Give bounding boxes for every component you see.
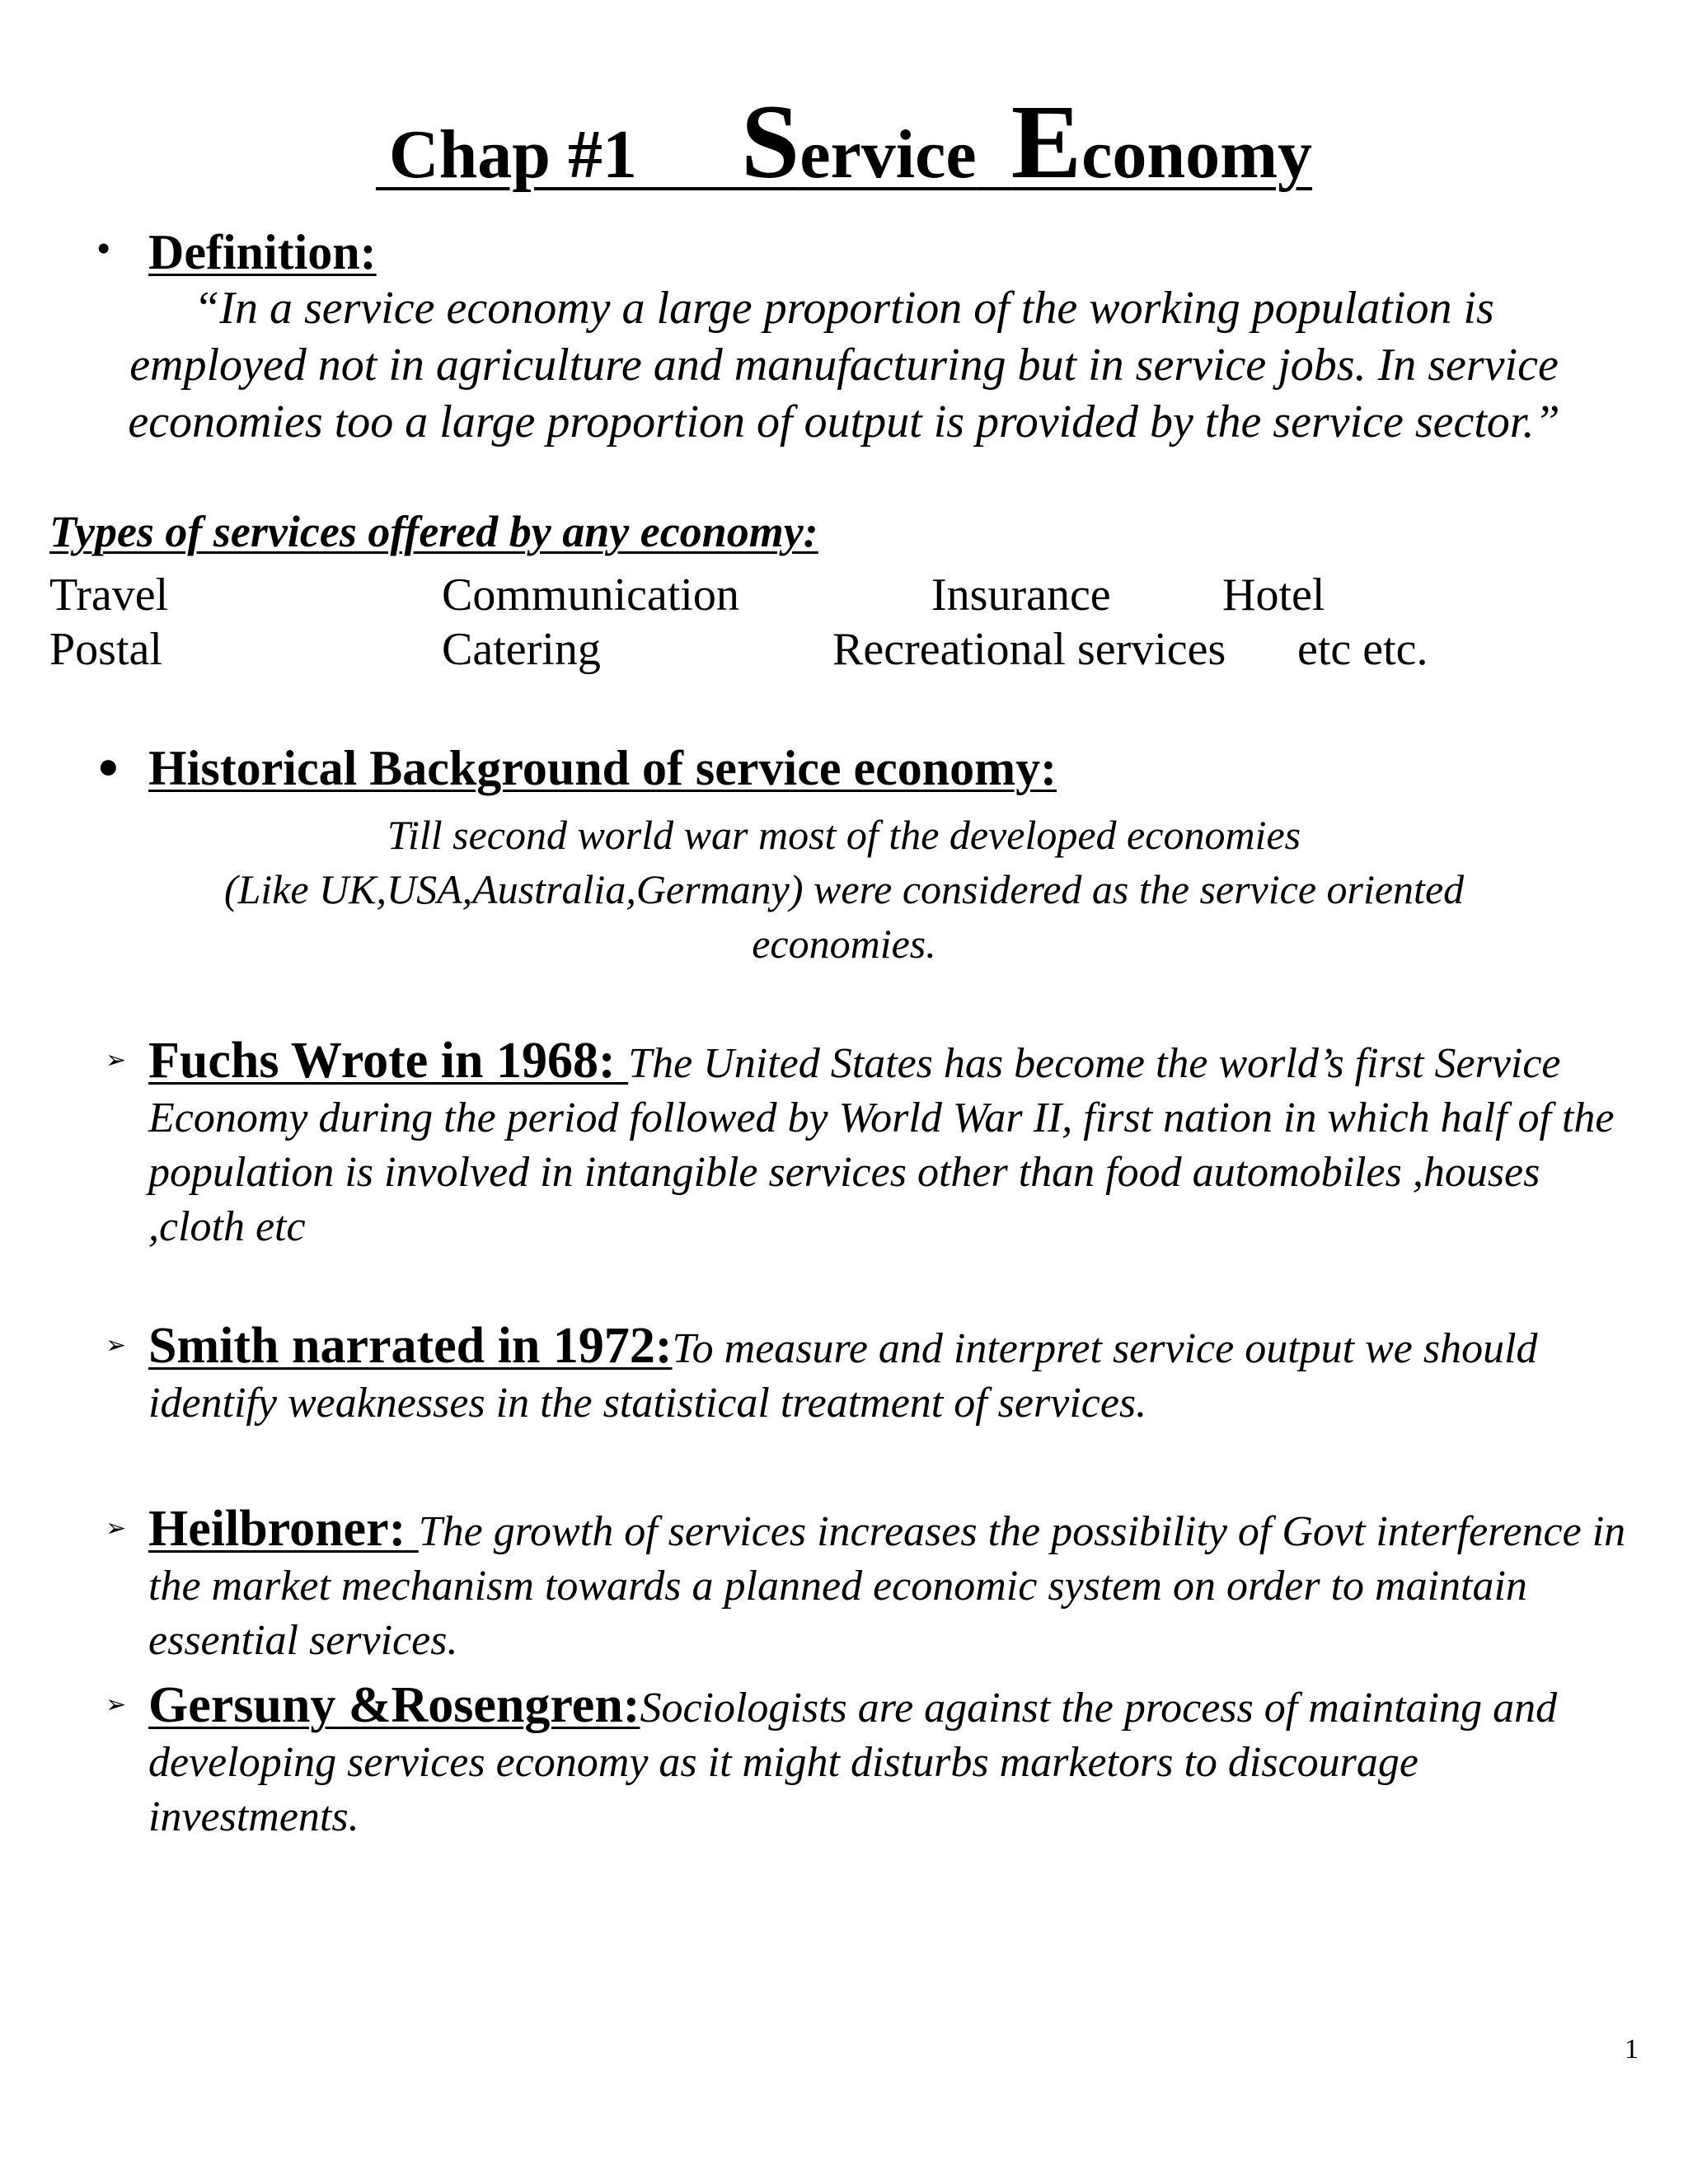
definition-line: economies too a large proportion of output is provided by the service sector.” [128, 396, 1560, 448]
definition-line: “In a service economy a large proportion of the working population is [194, 283, 1494, 334]
service-type: Travel [49, 569, 169, 621]
page-title [0, 76, 1688, 208]
entry-text: The growth of services increases the possibility of Govt interference in the market mechanism towards a planned economic system on order to maintain essential services. [148, 1508, 1626, 1664]
entry-label: Heilbroner: [148, 1501, 419, 1557]
arrow-bullet-icon: ➢ [106, 1047, 127, 1074]
entry-text: Sociologists are against the process of maintaing and developing services economy as it might disturbs marketors to discourage investments. [148, 1685, 1558, 1840]
entry-gersuny [148, 1678, 1632, 1844]
entry-fuchs [148, 1033, 1632, 1254]
page-number: 1 [1625, 2034, 1639, 2064]
title-service-initial: S [741, 83, 800, 200]
historical-line: economies. [752, 921, 936, 967]
definition-line: employed not in agriculture and manufacturing but in service jobs. In service [129, 340, 1559, 391]
entry-text: To measure and interpret service output we should identify weaknesses in the statistical treatment of services. [148, 1325, 1538, 1427]
entry-label: Fuchs Wrote in 1968: [148, 1033, 629, 1089]
service-type: Insurance [931, 569, 1111, 621]
entry-label: Smith narrated in 1972: [148, 1318, 673, 1374]
entry-smith [148, 1319, 1632, 1431]
definition-heading: Definition: [148, 225, 377, 279]
historical-text [0, 808, 1688, 971]
arrow-bullet-icon: ➢ [106, 1332, 127, 1359]
entry-text: The United States has become the world’s first Service Economy during the period followed by World War II, first nation in which half of the population is involved in intangible services other than food automobiles ,houses ,cloth etc [148, 1040, 1615, 1250]
arrow-bullet-icon: ➢ [106, 1515, 127, 1542]
definition-text [33, 280, 1655, 451]
service-type: etc etc. [1297, 624, 1428, 675]
types-heading: Types of services offered by any economy: [49, 507, 818, 556]
service-type: Recreational services [832, 624, 1226, 675]
historical-line: Till second world war most of the developed economies [387, 812, 1301, 858]
service-type: Communication [442, 569, 739, 621]
bullet-dot-icon: • [97, 228, 110, 269]
title-chapter: Chap #1 [388, 116, 638, 193]
entry-heilbroner [148, 1502, 1632, 1668]
service-type: Postal [49, 624, 162, 675]
bullet-dot-icon: ● [97, 746, 120, 786]
title-economy-initial: E [1010, 83, 1082, 200]
arrow-bullet-icon: ➢ [106, 1691, 127, 1718]
entry-label: Gersuny &Rosengren: [148, 1677, 640, 1733]
historical-heading: Historical Background of service economy: [148, 741, 1057, 795]
historical-line: (Like UK,USA,Australia,Germany) were considered as the service oriented [223, 866, 1465, 912]
service-type: Hotel [1222, 569, 1325, 621]
service-type: Catering [442, 624, 601, 675]
title-economy-rest: conomy [1081, 116, 1313, 193]
title-service-rest: ervice [799, 116, 977, 193]
